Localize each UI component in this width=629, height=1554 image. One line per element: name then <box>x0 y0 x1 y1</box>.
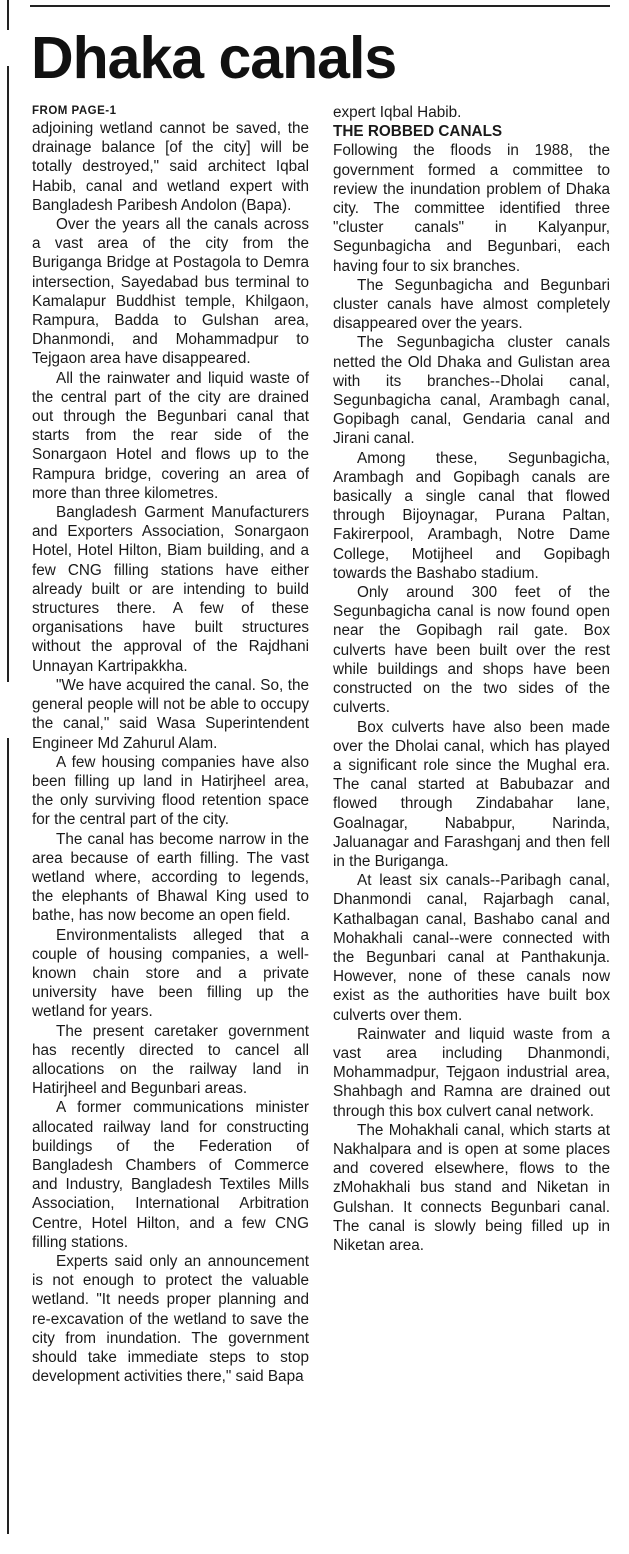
left-edge-rule-bottom <box>0 738 9 1534</box>
left-edge-rule-middle <box>0 66 9 682</box>
article-paragraph: A former communications minister allocated railway land for constructing buildings of the Federation of Bangladesh Chambers of Commerce and Industry, Bangladesh Textiles Mills Association, International Arbitration Centre, Hotel Hilton, and a few CNG filling stations. <box>32 1099 309 1251</box>
left-edge-rule-top <box>0 0 9 30</box>
top-rule <box>30 5 610 7</box>
article-paragraph: All the rainwater and liquid waste of the central part of the city are drained out through the Begunbari canal that starts from the rear side of the Sonargaon Hotel and flows up to the Rampura bridge, covering an area of more than three kilometres. <box>32 369 309 502</box>
article-paragraph: Bangladesh Garment Manufacturers and Exporters Association, Sonargaon Hotel, Hotel Hilton, Biam building, and a few CNG filling stations have either already built or are intending to build structures there. A few of these organisations have built structures without the approval of the Rajdhani Unnayan Kartripakkha. <box>32 504 309 675</box>
article-paragraph: adjoining wetland cannot be saved, the drainage balance [of the city] will be totally destroyed," said architect Iqbal Habib, canal and wetland expert with Bangladesh Paribesh Andolon (Bapa). <box>32 120 309 214</box>
article-paragraph: At least six canals--Paribagh canal, Dhanmondi canal, Rajarbagh canal, Kathalbagan canal, Bashabo canal and Mohakhali canal--were connected with the Begunbari canal at Panthakunja. However, none of these canals now exist as the authorities have built box culverts over them. <box>333 872 610 1024</box>
article-paragraph: Environmentalists alleged that a couple of housing companies, a well-known chain store and a private university have been filling up the wetland for years. <box>32 926 309 1021</box>
article-paragraph: Experts said only an announcement is not enough to protect the valuable wetland. "It needs proper planning and re-excavation of the wetland to save the city from inundation. The government should take immediate steps to stop development activities there," said Bapa <box>32 1252 309 1386</box>
article-paragraph: A few housing companies have also been filling up land in Hatirjheel area, the only surviving flood retention space for the central part of the city. <box>32 753 309 829</box>
article-paragraph: Box culverts have also been made over the Dholai canal, which has played a significant role since the Mughal era. The canal started at Babubazar and flowed through Zindabahar lane, Goalnagar, Nababpur, Narinda, Jaluanagar and Farashganj and then fell in the Buriganga. <box>333 718 610 870</box>
article-paragraph: The canal has become narrow in the area because of earth filling. The vast wetland where, according to legends, the elephants of Bhawal King used to bathe, has now become an open field. <box>32 830 309 925</box>
article-paragraph: Rainwater and liquid waste from a vast area including Dhanmondi, Mohammadpur, Tejgaon industrial area, Shahbagh and Ramna are drained out through this box culvert canal network. <box>333 1025 610 1120</box>
headline: Dhaka canals <box>31 25 397 91</box>
article-paragraph: The Segunbagicha and Begunbari cluster canals have almost completely disappeared over the years. <box>333 276 610 333</box>
article-paragraph: Only around 300 feet of the Segunbagicha canal is now found open near the Gopibagh rail gate. Box culverts have been built over the rest while buildings and shops have been constructed on the two sides of the culverts. <box>333 584 610 717</box>
article-paragraph: The Segunbagicha cluster canals netted the Old Dhaka and Gulistan area with its branches--Dholai canal, Segunbagicha canal, Arambagh canal, Gopibagh canal, Gendaria canal and Jirani canal. <box>333 334 610 448</box>
article-paragraph: The present caretaker government has recently directed to cancel all allocations on the railway land in Hatirjheel and Begunbari areas. <box>32 1022 309 1098</box>
article-paragraph: "We have acquired the canal. So, the general people will not be able to occupy the canal," said Wasa Superintendent Engineer Md Zahurul Alam. <box>32 676 309 752</box>
article-paragraph: Over the years all the canals across a vast area of the city from the Buriganga Bridge at Postagola to Demra intersection, Sayedabad bus terminal to Kamalapur Buddhist temple, Khilgaon, Rampura, Badda to Gulshan area, Dhanmondi, and Mohammadpur to Tejgaon area have disappeared. <box>32 216 309 368</box>
article-paragraph: Following the floods in 1988, the government formed a committee to review the inundation problem of Dhaka city. The committee identified three "cluster canals" in Kalyanpur, Segunbagicha and Begunbari, each having four to six branches. <box>333 142 610 275</box>
article-paragraph: The Mohakhali canal, which starts at Nakhalpara and is open at some places and covered elsewhere, flows to the zMohakhali bus stand and Niketan in Gulshan. It connects Begunbari canal. The canal is slowly being filled up in Niketan area. <box>333 1121 610 1254</box>
section-subhead: THE ROBBED CANALS <box>333 123 503 141</box>
article-paragraph: expert Iqbal Habib. <box>333 104 462 121</box>
article-paragraph: Among these, Segunbagicha, Arambagh and Gopibagh canals are basically a single canal that flowed through Bijoynagar, Purana Paltan, Fakirerpool, Arambagh, Notre Dame College, Motijheel and Gopibagh towards the Bashabo stadium. <box>333 449 610 582</box>
article-column-left <box>32 103 309 1386</box>
article-column-right <box>333 103 610 1255</box>
from-page-label: FROM PAGE-1 <box>32 105 117 117</box>
